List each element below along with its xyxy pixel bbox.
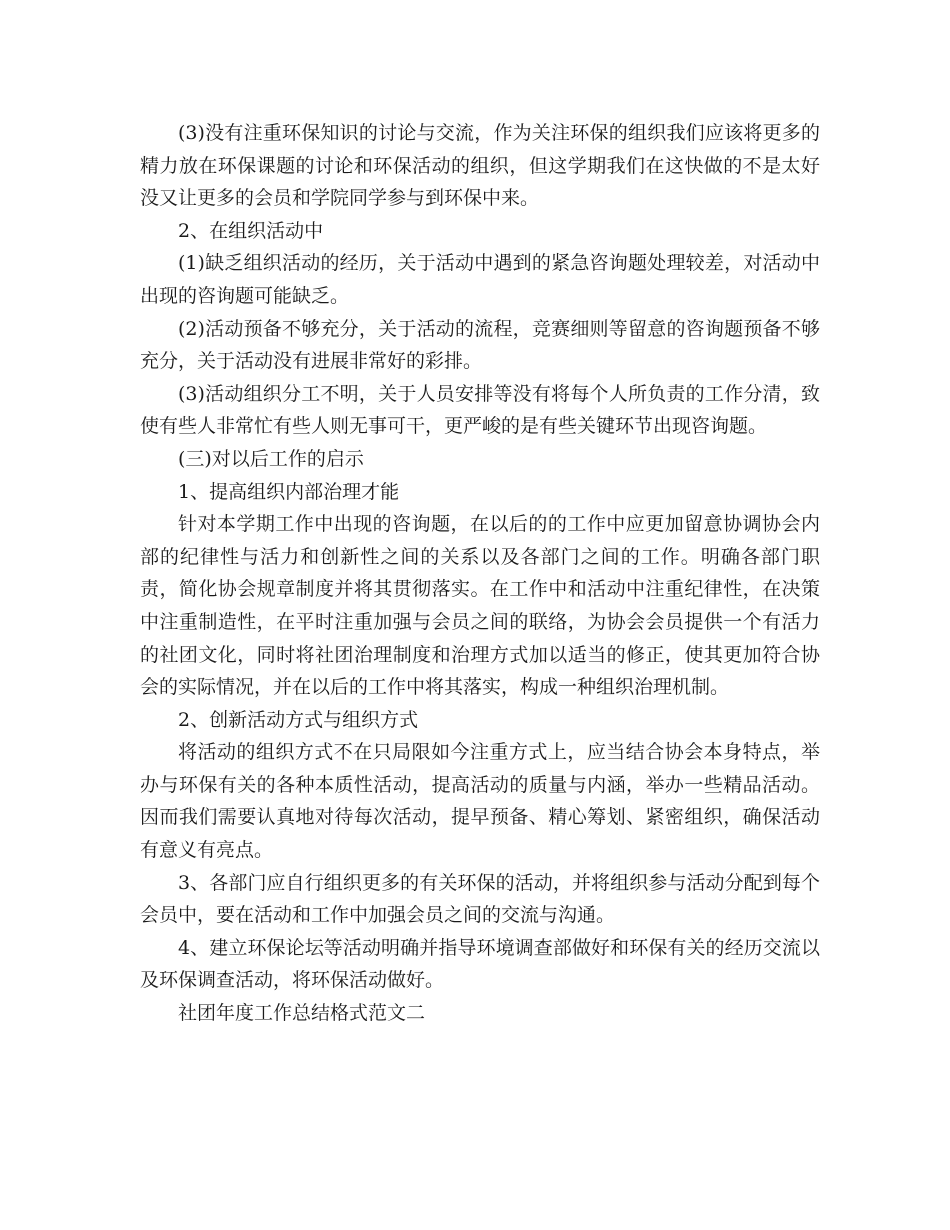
document-body xyxy=(140,117,820,1030)
paragraph-item-1-lack-experience: (1)缺乏组织活动的经历，关于活动中遇到的紧急咨询题处理较差，对活动中出现的咨询题可能缺乏。 xyxy=(140,252,820,307)
section-heading-sample-two: 社团年度工作总结格式范文二 xyxy=(178,1002,426,1025)
paragraph-item-3-departments: 3、各部门应自行组织更多的有关环保的活动，并将组织参与活动分配到每个会员中，要在活动和工作中加强会员之间的交流与沟通。 xyxy=(140,871,820,927)
paragraph-innovate-activities: 将活动的组织方式不在只局限如今注重方式上，应当结合协会本身特点，举办与环保有关的各种本质性活动，提高活动的质量与内涵，举办一些精品活动。因而我们需要认真地对待每次活动，提早预备、精心筹划、紧密组织，确保活动有意义有亮点。 xyxy=(140,741,820,862)
paragraph-item-2-insufficient-preparation: (2)活动预备不够充分，关于活动的流程，竞赛细则等留意的咨询题预备不够充分，关于活动没有进展非常好的彩排。 xyxy=(140,317,820,373)
section-heading-future-work: (三)对以后工作的启示 xyxy=(178,447,364,470)
paragraph-item-3-no-discussion: (3)没有注重环保知识的讨论与交流，作为关注环保的组织我们应该将更多的精力放在环保课题的讨论和环保活动的组织，但这学期我们在这快做的不是太好没又让更多的会员和学院同学参与到环保中来。 xyxy=(140,122,820,210)
subheading-organizing-activities: 2、在组织活动中 xyxy=(178,219,324,242)
subheading-innovate-activities: 2、创新活动方式与组织方式 xyxy=(178,708,419,731)
paragraph-item-4-forum: 4、建立环保论坛等活动明确并指导环境调查部做好和环保有关的经历交流以及环保调查活动，将环保活动做好。 xyxy=(140,936,820,992)
subheading-internal-management: 1、提高组织内部治理才能 xyxy=(178,480,400,503)
paragraph-internal-management: 针对本学期工作中出现的咨询题，在以后的的工作中应更加留意协调协会内部的纪律性与活力和创新性之间的关系以及各部门之间的工作。明确各部门职责，简化协会规章制度并将其贯彻落实。在工作中和活动中注重纪律性，在决策中注重制造性，在平时注重加强与会员之间的联络，为协会会员提供一个有活力的社团文化，同时将社团治理制度和治理方式加以适当的修正，使其更加符合协会的实际情况，并在以后的工作中将其落实，构成一种组织治理机制。 xyxy=(140,513,820,699)
paragraph-item-3-unclear-division: (3)活动组织分工不明，关于人员安排等没有将每个人所负责的工作分清，致使有些人非常忙有些人则无事可干，更严峻的是有些关键环节出现咨询题。 xyxy=(140,382,820,438)
